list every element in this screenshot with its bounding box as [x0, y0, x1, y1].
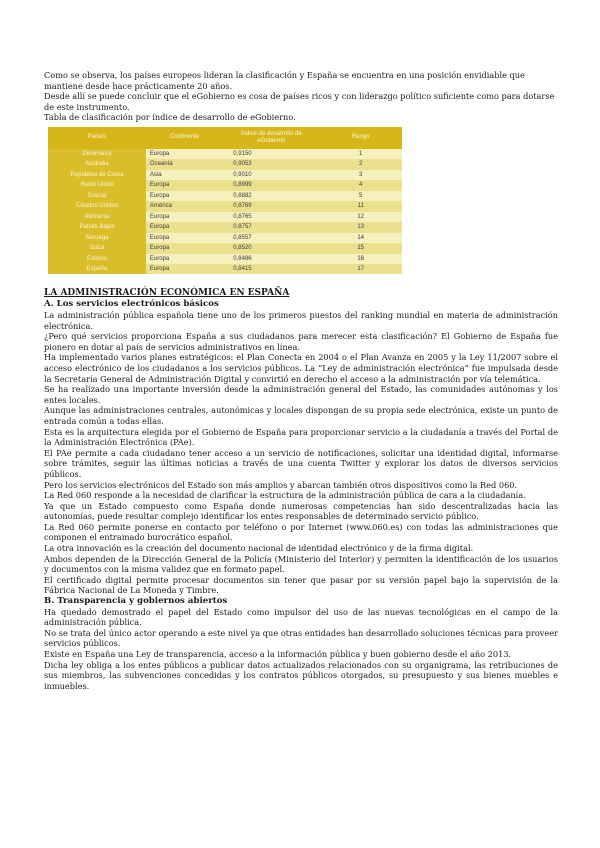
country-cell: Noruega: [48, 233, 146, 243]
country-cell: Estonia: [48, 254, 146, 264]
rank-cell: 2: [319, 159, 402, 169]
header-countries: Países: [48, 127, 146, 149]
subsection-b-body: [44, 607, 558, 692]
body-paragraph: Existe en España una Ley de transparencia, acceso a la información pública y buen gobierno desde el año 2013.: [44, 649, 512, 659]
section-title: LA ADMINISTRACIÓN ECONÓMICA EN ESPAÑA: [44, 288, 290, 299]
intro-paragraph-1: Como se observa, los países europeos lideran la clasificación y España se encuentra en una posición envidiable que mantiene desde hace prácticamente 20 años.: [44, 70, 525, 91]
continent-cell: Europa: [146, 212, 223, 222]
body-paragraph: La Red 060 responde a la necesidad de clarificar la estructura de la administración pública de cara a la ciudadanía.: [44, 490, 526, 501]
continent-cell: Europa: [146, 243, 223, 253]
index-cell: 0,8882: [223, 191, 319, 201]
rank-cell: 14: [319, 233, 402, 243]
continent-cell: Europa: [146, 191, 223, 201]
index-cell: 0,8769: [223, 201, 319, 211]
body-paragraph: Dicha ley obliga a los entes públicos a publicar datos actualizados relacionados con su organigrama, las retribuciones de sus miembros, las subvenciones concedidas y los contratos públicos otorgados, su presupuesto y sus bienes muebles e inmuebles.: [44, 659, 558, 691]
index-cell: 0,9150: [223, 149, 319, 159]
index-cell: 0,9010: [223, 170, 319, 180]
table-row: [48, 212, 402, 222]
index-cell: 0,8765: [223, 212, 319, 222]
intro-block: [44, 70, 558, 123]
country-cell: Reino Unido: [48, 180, 146, 190]
continent-cell: Asia: [146, 170, 223, 180]
rank-cell: 5: [319, 191, 402, 201]
rank-cell: 15: [319, 243, 402, 253]
document-page: [44, 70, 558, 691]
egov-ranking-table: [48, 127, 402, 274]
index-cell: 0,8520: [223, 243, 319, 253]
body-paragraph: Esta es la arquitectura elegida por el Gobierno de España para proporcionar servicio a la ciudadanía a través del Portal de la Administración Electrónica (PAe).: [44, 426, 558, 448]
country-cell: Australia: [48, 159, 146, 169]
rank-cell: 13: [319, 222, 402, 232]
table-row: [48, 243, 402, 253]
body-paragraph: Aunque las administraciones centrales, autonómicas y locales dispongan de su propia sede electrónica, existe un punto de entrada común a todas ellas.: [44, 405, 558, 426]
body-paragraph: La otra innovación es la creación del documento nacional de identidad electrónico y de la firma digital.: [44, 543, 474, 554]
body-paragraph: La administración pública española tiene uno de los primeros puestos del ranking mundial en materia de administración electrónica.: [44, 310, 558, 331]
body-paragraph: Ha quedado demostrado el papel del Estado como impulsor del uso de las nuevas tecnológicas en el campo de la administración pública.: [44, 606, 558, 628]
table-row: [48, 159, 402, 169]
rank-cell: 1: [319, 149, 402, 159]
country-cell: República de Corea: [48, 170, 146, 180]
continent-cell: Europa: [146, 180, 223, 190]
body-paragraph: No se trata del único actor operando a este nivel ya que otras entidades han desarrollado soluciones técnicas para proveer servicios públicos.: [44, 627, 558, 649]
country-cell: Estados Unidos: [48, 201, 146, 211]
continent-cell: Europa: [146, 222, 223, 232]
table-caption: Tabla de clasificación por índice de desarrollo de eGobierno.: [44, 112, 296, 123]
continent-cell: Oceanía: [146, 159, 223, 169]
index-cell: 0,8415: [223, 264, 319, 274]
subsection-b-title: B. Transparencia y gobiernos abiertos: [44, 596, 228, 607]
rank-cell: 11: [319, 201, 402, 211]
table-row: [48, 264, 402, 274]
index-cell: 0,8486: [223, 254, 319, 264]
rank-cell: 4: [319, 180, 402, 190]
rank-cell: 3: [319, 170, 402, 180]
table-body: [48, 149, 402, 274]
body-paragraph: Ha implementado varios planes estratégicos: el Plan Conecta en 2004 o el Plan Avanza en 2005 y la Ley 11/2007 sobre el acceso electrónico de los ciudadanos a los servicios públicos. La “Ley de administración electrónica” fue impulsada desde la Secretaría General de Administración Digital y convirtió en derecho el acceso a la administración por vía telemática.: [44, 352, 558, 384]
table-row: [48, 254, 402, 264]
rank-cell: 16: [319, 254, 402, 264]
country-cell: Suecia: [48, 191, 146, 201]
header-rank: Rango: [319, 127, 402, 149]
country-cell: Dinamarca: [48, 149, 146, 159]
country-cell: Países Bajos: [48, 222, 146, 232]
country-cell: España: [48, 264, 146, 274]
continent-cell: Europa: [146, 233, 223, 243]
body-paragraph: El certificado digital permite procesar documentos sin tener que pasar por su versión papel bajo la supervisión de la Fábrica Nacional de La Moneda y Timbre.: [44, 574, 558, 596]
index-cell: 0,9053: [223, 159, 319, 169]
table-row: [48, 201, 402, 211]
country-cell: Suiza: [48, 243, 146, 253]
rank-cell: 17: [319, 264, 402, 274]
table-header-row: [48, 127, 402, 149]
body-paragraph: Ambos dependen de la Dirección General de la Policía (Ministerio del Interior) y permiten la identificación de los usuarios y documentos con la misma validez que en formato papel.: [44, 553, 558, 575]
table-row: [48, 233, 402, 243]
table-row: [48, 191, 402, 201]
body-paragraph: Ya que un Estado compuesto como España donde numerosas competencias han sido descentralizadas hacia las autonomías, puede resultar complejo identificar los entes responsables de determinado servicio público.: [44, 500, 558, 522]
table-row: [48, 180, 402, 190]
continent-cell: Europa: [146, 264, 223, 274]
body-paragraph: La Red 060 permite ponerse en contacto por teléfono o por Internet (www.060.es) con todas las administraciones que componen el entramado burocrático español.: [44, 521, 558, 543]
continent-cell: Europa: [146, 149, 223, 159]
body-paragraph: El PAe permite a cada ciudadano tener acceso a un servicio de notificaciones, solicitar una identidad digital, informarse sobre trámites, seguir las últimas noticias a través de una cuenta Twitter y explorar los datos de diversos servicios públicos.: [44, 447, 558, 479]
index-cell: 0,8757: [223, 222, 319, 232]
intro-paragraph-2: Desde allí se puede concluir que el eGobierno es cosa de países ricos y con liderazgo político suficiente como para dotarse de este instrumento.: [44, 91, 555, 112]
header-index: Índice de desarrollo de eGobierno: [223, 127, 319, 149]
body-paragraph: ¿Pero qué servicios proporciona España a sus ciudadanos para merecer esta clasificación? El Gobierno de España fue pionero en dotar al país de servicios administrativos en línea.: [44, 331, 558, 352]
body-paragraph: Pero los servicios electrónicos del Estado son más amplios y abarcan también otros dispositivos como la Red 060.: [44, 479, 518, 490]
header-continent: Continente: [146, 127, 223, 149]
continent-cell: Europa: [146, 254, 223, 264]
continent-cell: América: [146, 201, 223, 211]
table-row: [48, 149, 402, 159]
rank-cell: 12: [319, 212, 402, 222]
subsection-a-body: [44, 310, 558, 596]
index-cell: 0,8557: [223, 233, 319, 243]
country-cell: Alemania: [48, 212, 146, 222]
subsection-a-title: A. Los servicios electrónicos básicos: [44, 299, 219, 310]
table-row: [48, 222, 402, 232]
index-cell: 0,8999: [223, 180, 319, 190]
body-paragraph: Se ha realizado una importante inversión desde la administración general del Estado, las comunidades autónomas y los entes locales.: [44, 384, 558, 405]
table-row: [48, 170, 402, 180]
